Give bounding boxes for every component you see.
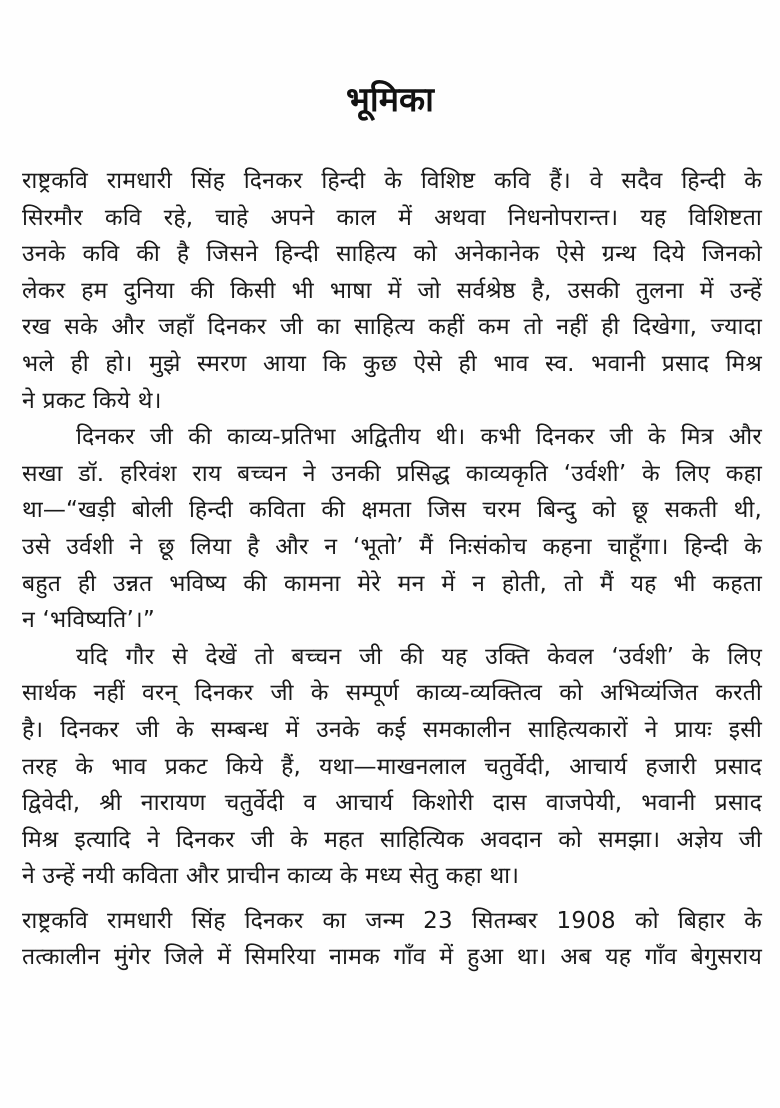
text-line: उनके कवि की है जिसने हिन्दी साहित्य को अनेकानेक ऐसे ग्रन्थ दिये जिनको [22,241,762,268]
text-line: सखा डॉ. हरिवंश राय बच्चन ने उनकी प्रसिद्ध काव्यकृति ‘उर्वशी’ के लिए कहा [22,460,762,487]
text-line: मिश्र इत्यादि ने दिनकर जी के महत साहित्यिक अवदान को समझा। अज्ञेय जी [22,826,762,853]
text-line: द्विवेदी, श्री नारायण चतुर्वेदी व आचार्य किशोरी दास वाजपेयी, भवानी प्रसाद [22,790,762,817]
text-line: यदि गौर से देखें तो बच्चन जी की यह उक्ति केवल ‘उर्वशी’ के लिए [76,643,762,670]
text-line: दिनकर जी की काव्य-प्रतिभा अद्वितीय थी। कभी दिनकर जी के मित्र और [76,424,762,451]
text-line: लेकर हम दुनिया की किसी भी भाषा में जो सर्वश्रेष्ठ है, उसकी तुलना में उन्हें [22,277,762,304]
text-line: तरह के भाव प्रकट किये हैं, यथा—माखनलाल चतुर्वेदी, आचार्य हजारी प्रसाद [22,753,762,780]
paragraph-2 [22,419,762,639]
text-line: सार्थक नहीं वरन् दिनकर जी के सम्पूर्ण काव्य-व्यक्तित्व को अभिव्यंजित करती [22,680,762,707]
text-line: सिरमौर कवि रहे, चाहे अपने काल में अथवा निधनोपरान्त। यह विशिष्टता [22,204,762,231]
paragraph-1 [22,163,762,419]
text-line: न ‘भविष्यति’।” [22,607,156,634]
text-line: है। दिनकर जी के सम्बन्ध में उनके कई समकालीन साहित्यकारों ने प्रायः इसी [22,716,762,743]
text-line: तत्कालीन मुंगेर जिले में सिमरिया नामक गाँव में हुआ था। अब यह गाँव बेगुसराय [22,944,762,971]
text-line: राष्ट्रकवि रामधारी सिंह दिनकर का जन्म 23 सितम्बर 1908 को बिहार के [22,907,762,934]
text-line: था—“खड़ी बोली हिन्दी कविता की क्षमता जिस चरम बिन्दु को छू सकती थी, [22,497,762,524]
paragraph-4 [22,903,762,976]
paragraph-3 [22,639,762,895]
text-line: ने प्रकट किये थे। [22,387,162,414]
paragraph-gap [22,895,762,903]
text-line: राष्ट्रकवि रामधारी सिंह दिनकर हिन्दी के विशिष्ट कवि हैं। वे सदैव हिन्दी के [22,168,762,194]
text-line: ने उन्हें नयी कविता और प्राचीन काव्य के मध्य सेतु कहा था। [22,863,520,890]
text-line: भले ही हो। मुझे स्मरण आया कि कुछ ऐसे ही भाव स्व. भवानी प्रसाद मिश्र [22,350,762,377]
page-title: भूमिका [346,80,434,120]
text-line: रख सके और जहाँ दिनकर जी का साहित्य कहीं कम तो नहीं ही दिखेगा, ज्यादा [22,314,762,341]
text-line: बहुत ही उन्नत भविष्य की कामना मेरे मन में न होती, तो मैं यह भी कहता [22,570,762,597]
body-text [22,163,762,976]
text-line: उसे उर्वशी ने छू लिया है और न ‘भूतो’ मैं निःसंकोच कहना चाहूँगा। हिन्दी के [22,533,762,560]
